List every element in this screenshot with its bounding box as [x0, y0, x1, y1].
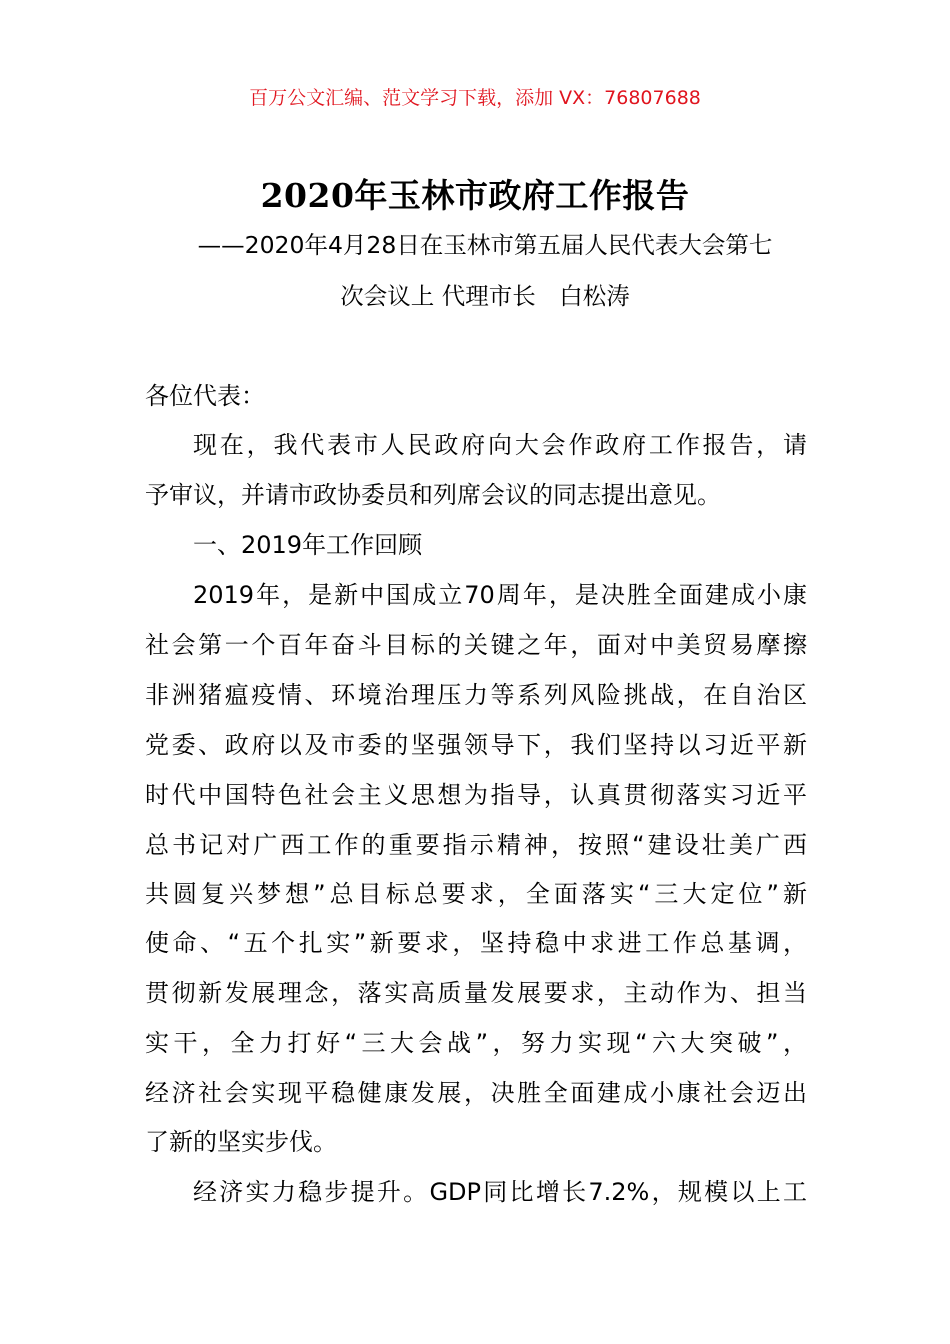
paragraph-line: 现在，我代表市人民政府向大会作政府工作报告，请	[193, 431, 807, 459]
document-title: 2020年玉林市政府工作报告	[260, 176, 690, 215]
document-subtitle-line-2: 次会议上 代理市长 白松涛	[340, 282, 630, 310]
paragraph-line: 经济社会实现平稳健康发展，决胜全面建成小康社会迈出	[145, 1079, 807, 1107]
salutation: 各位代表：	[145, 382, 265, 410]
paragraph-line: 予审议，并请市政协委员和列席会议的同志提出意见。	[145, 481, 721, 509]
paragraph-line: 了新的坚实步伐。	[145, 1128, 337, 1156]
watermark-banner: 百万公文汇编、范文学习下载，添加 VX：76807688	[249, 87, 701, 109]
paragraph-line: 非洲猪瘟疫情、环境治理压力等系列风险挑战，在自治区	[145, 681, 807, 709]
paragraph-line: 经济实力稳步提升。GDP同比增长7.2%，规模以上工	[193, 1178, 807, 1206]
paragraph-line: 2019年，是新中国成立70周年，是决胜全面建成小康	[193, 581, 807, 609]
paragraph-line: 贯彻新发展理念，落实高质量发展要求，主动作为、担当	[145, 979, 807, 1007]
paragraph-line: 时代中国特色社会主义思想为指导，认真贯彻落实习近平	[145, 781, 807, 809]
document-subtitle-line-1: ——2020年4月28日在玉林市第五届人民代表大会第七	[197, 231, 773, 259]
paragraph-line: 共圆复兴梦想”总目标总要求，全面落实“三大定位”新	[145, 880, 807, 908]
paragraph-line: 党委、政府以及市委的坚强领导下，我们坚持以习近平新	[145, 731, 807, 759]
paragraph-line: 社会第一个百年奋斗目标的关键之年，面对中美贸易摩擦	[145, 631, 807, 659]
paragraph-line: 实干，全力打好“三大会战”，努力实现“六大突破”，	[145, 1029, 807, 1057]
paragraph-line: 使命、“五个扎实”新要求，坚持稳中求进工作总基调，	[145, 929, 807, 957]
paragraph-line: 总书记对广西工作的重要指示精神，按照“建设壮美广西	[145, 831, 807, 859]
section-heading: 一、2019年工作回顾	[193, 531, 423, 559]
